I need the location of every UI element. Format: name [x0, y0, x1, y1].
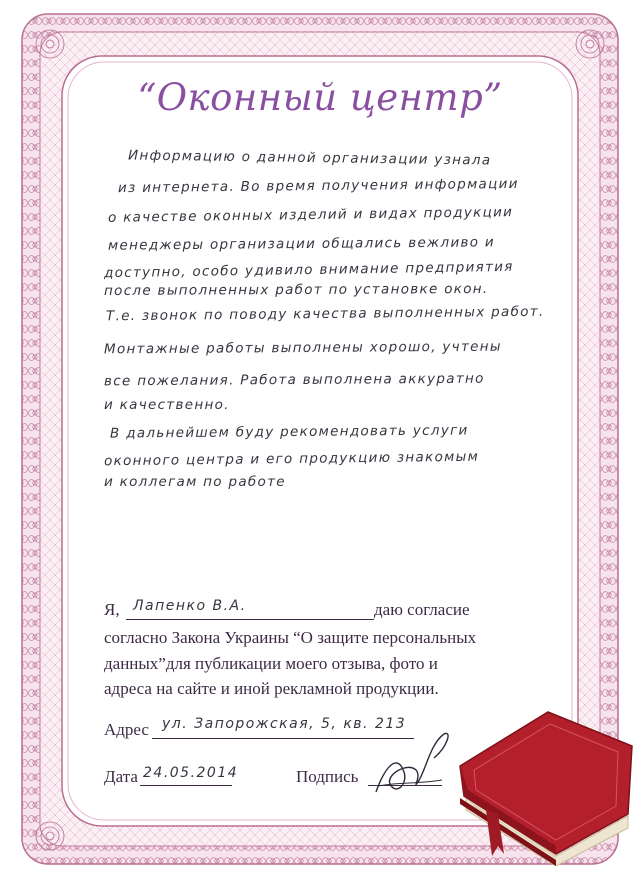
review-line: менеджеры организации общались вежливо и: [107, 234, 496, 254]
date-label: Дата: [104, 767, 138, 786]
review-line: из интернета. Во время получения информации: [117, 175, 519, 197]
review-line: В дальнейшем буду рекомендовать услуги: [109, 422, 469, 442]
review-line: Монтажные работы выполнены хорошо, учтены: [103, 338, 502, 358]
name-underline: [126, 619, 374, 620]
review-line: доступно, особо удивило внимание предприятия: [103, 258, 514, 282]
company-title: “Оконный центр”: [137, 76, 503, 119]
review-line: о качестве оконных изделий и видах продукции: [107, 204, 514, 226]
consent-prefix: Я,: [104, 600, 120, 619]
review-line: Информацию о данной организации узнала: [127, 147, 492, 169]
review-line: после выполненных работ по установке окон.: [103, 280, 489, 300]
consent-line-3: данных”для публикации моего отзыва, фото и: [104, 654, 438, 673]
consent-suffix: даю согласие: [374, 600, 470, 619]
date-underline: [140, 785, 232, 786]
address-value: ул. Запорожская, 5, кв. 213: [162, 716, 407, 732]
consent-line-4: адреса на сайте и иной рекламной продукции.: [104, 679, 439, 698]
signature-label: Подпись: [296, 767, 359, 786]
address-label: Адрес: [104, 720, 149, 739]
book-icon: [446, 706, 636, 866]
review-line: все пожелания. Работа выполнена аккуратно: [103, 370, 485, 390]
date-value: 24.05.2014: [143, 765, 239, 781]
review-line: Т.е. звонок по поводу качества выполненных работ.: [105, 303, 545, 325]
handwritten-signature: [368, 724, 458, 804]
review-line: и качественно.: [104, 397, 230, 413]
review-line: и коллегам по работе: [104, 474, 286, 490]
review-line: оконного центра и его продукцию знакомым: [103, 448, 480, 470]
consent-name: Лапенко В.А.: [133, 598, 247, 614]
consent-line-2: согласно Закона Украины “О защите персональных: [104, 628, 477, 647]
